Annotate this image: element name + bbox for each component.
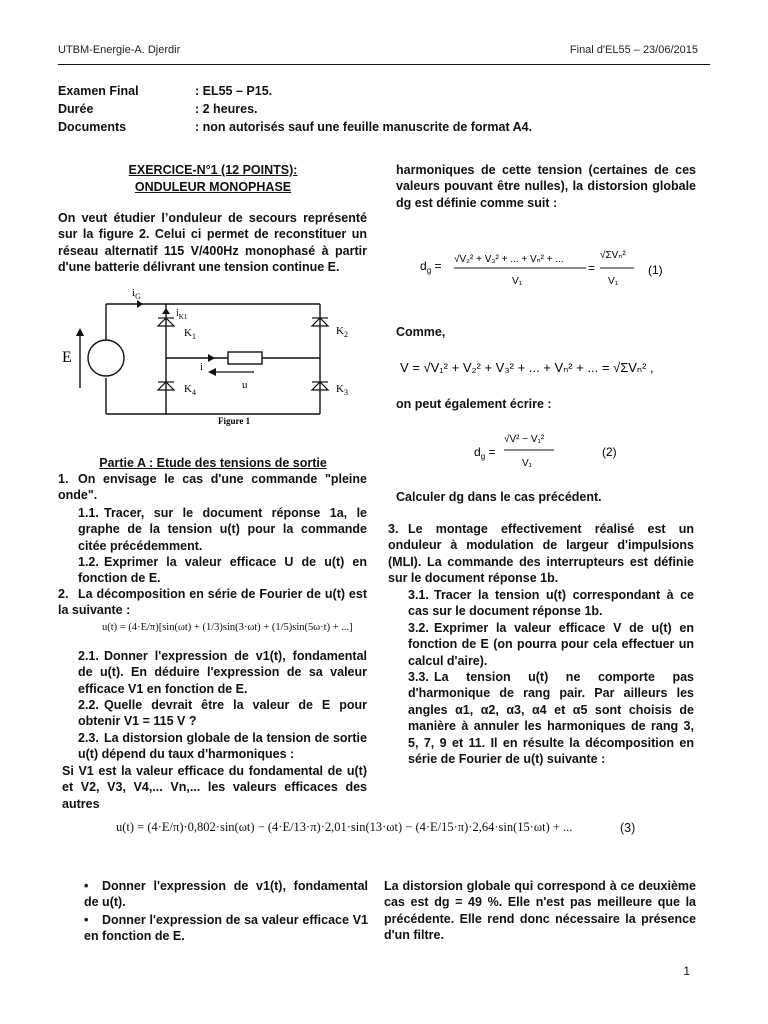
arrow-icon — [76, 328, 84, 336]
exercise-subtitle: ONDULEUR MONOPHASE — [134, 180, 292, 194]
meta-row: Examen Final : EL55 – P15. — [58, 84, 273, 98]
svg-text:V₁: V₁ — [512, 276, 523, 287]
svg-text:√V₂² + V₃² + ... + Vₙ² + ...: √V₂² + V₃² + ... + Vₙ² + ... — [454, 254, 564, 265]
label-ig: $i_G$ — [132, 287, 141, 301]
header-right: Final d'EL55 – 23/06/2015 — [569, 44, 698, 56]
circuit-figure — [58, 278, 372, 430]
equation-3-number: (3) — [620, 821, 636, 835]
svg-text:=: = — [588, 261, 596, 275]
exercise-title: EXERCICE-N°1 (12 POINTS): — [128, 163, 298, 177]
label-k4: $K_4$ — [184, 383, 196, 397]
figure-caption: Figure 1 — [218, 416, 251, 426]
question-3: 3. Le montage effectivement réalisé est un onduleur à modulation de largeur d'impulsions (MLI). La commande des interrupteurs est définie sur le document réponse 1b. — [388, 522, 694, 586]
arrow-icon — [208, 368, 216, 376]
arrow-icon — [162, 308, 170, 314]
arrow-icon — [137, 300, 143, 308]
bullet-item: • Donner l'expression de sa valeur efficace V1 en fonction de E. — [84, 913, 368, 944]
equation-1 — [420, 228, 696, 292]
label-k3: $K_3$ — [336, 383, 348, 397]
meta-row: Documents : non autorisés sauf une feuille manuscrite de format A4. — [58, 120, 533, 134]
question-2-1: 2.1. Donner l'expression de v1(t), fondamental de u(t). En déduire l'expression de sa valeur efficace V1 en fonction de E. — [78, 649, 367, 696]
calculer-text: Calculer dg dans le cas précédent. — [396, 490, 602, 504]
label-k2: $K_2$ — [336, 325, 348, 339]
equation-v — [400, 346, 700, 392]
arrow-icon — [208, 354, 215, 362]
question-1-1: 1.1. Tracer, sur le document réponse 1a, le graphe de la tension u(t) pour la commande citée précédemment. — [78, 506, 367, 553]
question-3-3: 3.3. La tension u(t) ne comporte pas d'harmonique de rang pair. Par ailleurs les angles α1, α2, α3, α4 et α5 sont choisis de manière à annuler les harmoniques de rang 3, 5, 7, 9 et 11. Il en résulte la décomposition en série de Fourier de u(t) suivante : — [408, 670, 694, 767]
svg-text:dg =: $d_g$ = — [420, 259, 442, 275]
comme-label: Comme, — [396, 325, 446, 339]
header-rule — [58, 64, 710, 65]
on-peut-label: on peut également écrire : — [396, 397, 552, 411]
equation-2 — [474, 428, 654, 474]
question-2-2: 2.2. Quelle devrait être la valeur de E pour obtenir V1 = 115 V ? — [78, 698, 367, 729]
question-1-2: 1.2. Exprimer la valeur efficace U de u(t) en fonction de E. — [78, 555, 367, 586]
header-left: UTBM-Energie-A. Djerdir — [58, 44, 181, 56]
label-k1: $K_1$ — [184, 327, 196, 341]
meta-row: Durée : 2 heures. — [58, 102, 258, 116]
svg-text:V₁: V₁ — [522, 458, 533, 469]
question-2-3-continued: Si V1 est la valeur efficace du fondamental de u(t) et V2, V3, V4,... Vn,... les valeurs efficaces des autres — [62, 764, 367, 811]
formula-fourier: u(t) = (4·E/π)[sin(ωt) + (1/3)sin(3·ωt) + (1/5)sin(5ω·t) + ...] — [102, 622, 353, 633]
svg-text:V = √V₁² + V₂² + V₃² + ... + V: V = √V₁² + V₂² + V₃² + ... + Vₙ² + ... = √ΣVₙ² , — [400, 360, 654, 375]
question-3-2: 3.2. Exprimer la valeur efficace V de u(t) en fonction de E (on pourra pour cela effectuer un calcul d'aire). — [408, 621, 694, 668]
bullet-item: • Donner l'expression de v1(t), fondamental de u(t). — [84, 879, 368, 910]
svg-text:√V² − V₁²: √V² − V₁² — [504, 434, 545, 445]
question-2: 2. La décomposition en série de Fourier de u(t) est la suivante : — [58, 587, 367, 618]
part-a-title: Partie A : Etude des tensions de sortie — [99, 456, 327, 470]
page-number: 1 — [683, 964, 690, 978]
label-u: u — [242, 379, 248, 391]
svg-text:(2): (2) — [602, 445, 617, 459]
label-e: E — [62, 349, 72, 366]
svg-text:(1): (1) — [648, 263, 663, 277]
svg-text:dg =: $d_g$ = — [474, 445, 496, 461]
question-2-3: 2.3. La distorsion globale de la tension de sortie u(t) dépend du taux d'harmoniques : — [78, 731, 367, 762]
meta-block — [58, 82, 532, 136]
final-paragraph: La distorsion globale qui correspond à ce deuxième cas est dg = 49 %. Elle n'est pas meilleure que la précédente. Elle rend donc nécessaire la présence d'un filtre. — [384, 879, 696, 943]
label-ik1: $i_{K1}$ — [176, 308, 188, 321]
svg-text:V₁: V₁ — [608, 276, 619, 287]
svg-text:√ΣVₙ²: √ΣVₙ² — [600, 250, 626, 261]
equation-3: u(t) = (4·E/π)·0,802·sin(ωt) − (4·E/13·π)·2,01·sin(13·ωt) − (4·E/15·π)·2,64·sin(15·ωt) + ... — [116, 820, 573, 834]
question-3-1: 3.1. Tracer la tension u(t) correspondant à ce cas sur le document réponse 1b. — [408, 588, 694, 619]
label-i: i — [200, 361, 204, 373]
question-1: 1. On envisage le cas d'une commande "pleine onde". — [58, 472, 367, 503]
right-continuation: harmoniques de cette tension (certaines de ces valeurs pouvant être nulles), la distorsion globale dg est définie comme suit : — [396, 163, 696, 210]
intro-paragraph: On veut étudier l’onduleur de secours représenté sur la figure 2. Celui ci permet de reconstituer un réseau alternatif 115 V/400Hz monophasé à partir d'une batterie délivrant une tension continue E. — [58, 211, 367, 275]
